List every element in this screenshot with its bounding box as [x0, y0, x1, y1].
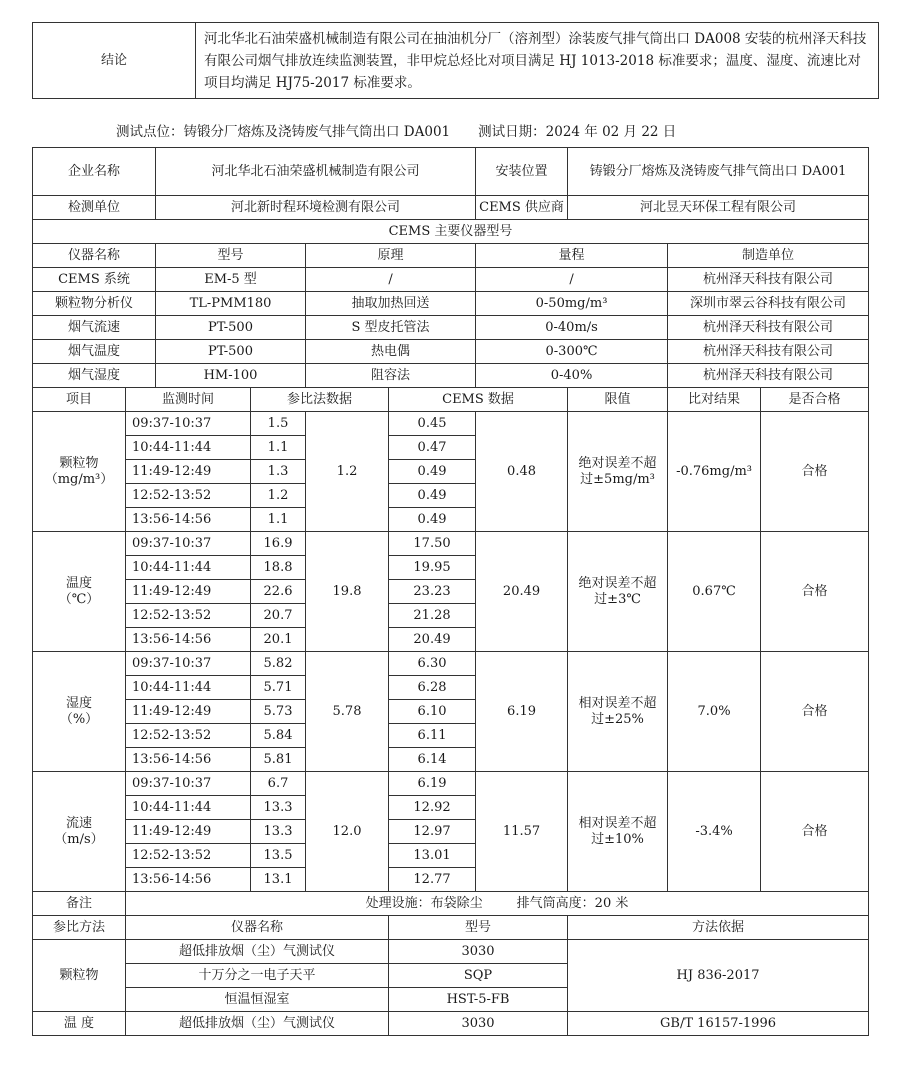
instrument-cell: 0-300℃	[476, 340, 668, 364]
comparison-row	[33, 532, 869, 556]
reference-instrument: 十万分之一电子天平	[126, 964, 389, 988]
instrument-cell: PT-500	[156, 316, 306, 340]
reference-instrument: 超低排放烟（尘）气测试仪	[126, 940, 389, 964]
instrument-cell: 深圳市翠云谷科技有限公司	[668, 292, 869, 316]
instruments-column-header: 量程	[476, 244, 668, 268]
instruments-title: CEMS 主要仪器型号	[33, 220, 869, 244]
instrument-cell: 0-50mg/m³	[476, 292, 668, 316]
monitor-time: 13:56-14:56	[126, 628, 251, 652]
instruments-header-row	[33, 244, 869, 268]
monitor-time: 10:44-11:44	[126, 556, 251, 580]
ref-value: 5.81	[251, 748, 306, 772]
test-date: 测试日期：2024 年 02 月 22 日	[478, 124, 677, 140]
test-info	[116, 120, 876, 140]
reference-column-header: 型号	[389, 916, 568, 940]
instruments-column-header: 仪器名称	[33, 244, 156, 268]
cems-average: 20.49	[476, 532, 568, 652]
instruments-row	[33, 316, 869, 340]
company-label: 企业名称	[33, 148, 156, 196]
monitor-time: 10:44-11:44	[126, 676, 251, 700]
comparison-column-header: 比对结果	[668, 388, 761, 412]
comparison-result: -0.76mg/m³	[668, 412, 761, 532]
cems-value: 13.01	[389, 844, 476, 868]
cems-value: 12.97	[389, 820, 476, 844]
ref-value: 5.71	[251, 676, 306, 700]
monitor-time: 09:37-10:37	[126, 532, 251, 556]
cems-value: 20.49	[389, 628, 476, 652]
instrument-cell: TL-PMM180	[156, 292, 306, 316]
reference-header-row	[33, 916, 869, 940]
monitor-time: 09:37-10:37	[126, 772, 251, 796]
pass-status: 合格	[761, 412, 869, 532]
cems-value: 0.45	[389, 412, 476, 436]
monitor-time: 13:56-14:56	[126, 868, 251, 892]
limit-value: 相对误差不超 过±25%	[568, 652, 668, 772]
pass-status: 合格	[761, 652, 869, 772]
monitor-time: 12:52-13:52	[126, 604, 251, 628]
instrument-cell: HM-100	[156, 364, 306, 388]
cems-value: 0.49	[389, 484, 476, 508]
remarks-label: 备注	[33, 892, 126, 916]
reference-instrument: 恒温恒湿室	[126, 988, 389, 1012]
cems-value: 12.77	[389, 868, 476, 892]
limit-value: 相对误差不超 过±10%	[568, 772, 668, 892]
ref-value: 1.1	[251, 436, 306, 460]
remarks-height: 排气筒高度：20 米	[516, 895, 629, 911]
reference-basis: GB/T 16157-1996	[568, 1012, 869, 1036]
remarks-text	[126, 892, 869, 916]
instrument-cell: 0-40m/s	[476, 316, 668, 340]
ref-average: 19.8	[306, 532, 389, 652]
comparison-column-header: 参比法数据	[251, 388, 389, 412]
remarks-facility: 处理设施：布袋除尘	[365, 895, 483, 911]
comparison-result: -3.4%	[668, 772, 761, 892]
cems-value: 6.10	[389, 700, 476, 724]
location-value: 铸锻分厂熔炼及浇铸废气排气筒出口 DA001	[568, 148, 869, 196]
comparison-result: 7.0%	[668, 652, 761, 772]
instrument-cell: 杭州泽天科技有限公司	[668, 364, 869, 388]
limit-value: 绝对误差不超 过±5mg/m³	[568, 412, 668, 532]
instruments-row	[33, 340, 869, 364]
ref-value: 5.73	[251, 700, 306, 724]
cems-value: 6.19	[389, 772, 476, 796]
instruments-row	[33, 364, 869, 388]
ref-value: 5.84	[251, 724, 306, 748]
monitor-time: 11:49-12:49	[126, 700, 251, 724]
supplier-value: 河北昱天环保工程有限公司	[568, 196, 869, 220]
conclusion-table	[32, 22, 879, 99]
test-point: 测试点位：铸锻分厂熔炼及浇铸废气排气筒出口 DA001	[116, 124, 451, 140]
ref-value: 13.5	[251, 844, 306, 868]
comparison-row	[33, 652, 869, 676]
monitor-time: 09:37-10:37	[126, 652, 251, 676]
reference-item: 颗粒物	[33, 940, 126, 1012]
monitor-time: 13:56-14:56	[126, 508, 251, 532]
cems-average: 0.48	[476, 412, 568, 532]
instrument-cell: 热电偶	[306, 340, 476, 364]
ref-value: 6.7	[251, 772, 306, 796]
supplier-label: CEMS 供应商	[476, 196, 568, 220]
reference-model: SQP	[389, 964, 568, 988]
monitor-time: 10:44-11:44	[126, 436, 251, 460]
ref-value: 20.1	[251, 628, 306, 652]
comparison-column-header: 限值	[568, 388, 668, 412]
comparison-column-header: CEMS 数据	[389, 388, 568, 412]
reference-column-header: 参比方法	[33, 916, 126, 940]
comparison-header-row	[33, 388, 869, 412]
monitor-time: 13:56-14:56	[126, 748, 251, 772]
cems-average: 6.19	[476, 652, 568, 772]
monitor-time: 10:44-11:44	[126, 796, 251, 820]
reference-model: 3030	[389, 1012, 568, 1036]
comparison-column-header: 项目	[33, 388, 126, 412]
comparison-column-header: 是否合格	[761, 388, 869, 412]
cems-value: 0.47	[389, 436, 476, 460]
instrument-cell: 杭州泽天科技有限公司	[668, 268, 869, 292]
instruments-body	[33, 244, 869, 388]
monitor-time: 12:52-13:52	[126, 724, 251, 748]
instrument-cell: 0-40%	[476, 364, 668, 388]
pass-status: 合格	[761, 532, 869, 652]
ref-value: 18.8	[251, 556, 306, 580]
reference-basis: HJ 836-2017	[568, 940, 869, 1012]
comparison-result: 0.67℃	[668, 532, 761, 652]
location-label: 安装位置	[476, 148, 568, 196]
instruments-column-header: 制造单位	[668, 244, 869, 268]
cems-value: 21.28	[389, 604, 476, 628]
instrument-cell: 抽取加热回送	[306, 292, 476, 316]
reference-model: 3030	[389, 940, 568, 964]
reference-model: HST-5-FB	[389, 988, 568, 1012]
reference-item: 温 度	[33, 1012, 126, 1036]
ref-value: 16.9	[251, 532, 306, 556]
comparison-item: 流速 （m/s）	[33, 772, 126, 892]
ref-value: 1.5	[251, 412, 306, 436]
cems-value: 6.30	[389, 652, 476, 676]
conclusion-label: 结论	[33, 23, 196, 99]
ref-value: 20.7	[251, 604, 306, 628]
cems-value: 6.11	[389, 724, 476, 748]
instrument-cell: 杭州泽天科技有限公司	[668, 316, 869, 340]
cems-value: 0.49	[389, 508, 476, 532]
instrument-cell: S 型皮托管法	[306, 316, 476, 340]
instrument-cell: 杭州泽天科技有限公司	[668, 340, 869, 364]
reference-column-header: 方法依据	[568, 916, 869, 940]
instrument-cell: PT-500	[156, 340, 306, 364]
cems-value: 6.14	[389, 748, 476, 772]
instrument-cell: /	[306, 268, 476, 292]
comparison-item: 温度 （℃）	[33, 532, 126, 652]
reference-row	[33, 940, 869, 964]
reference-column-header: 仪器名称	[126, 916, 389, 940]
comparison-body	[33, 388, 869, 892]
instruments-row	[33, 268, 869, 292]
comparison-row	[33, 772, 869, 796]
comparison-item: 湿度 （%）	[33, 652, 126, 772]
instruments-row	[33, 292, 869, 316]
instrument-cell: CEMS 系统	[33, 268, 156, 292]
cems-value: 12.92	[389, 796, 476, 820]
reference-body	[33, 916, 869, 1036]
instrument-cell: 烟气湿度	[33, 364, 156, 388]
ref-value: 13.3	[251, 796, 306, 820]
instrument-cell: 颗粒物分析仪	[33, 292, 156, 316]
monitor-time: 12:52-13:52	[126, 484, 251, 508]
company-value: 河北华北石油荣盛机械制造有限公司	[156, 148, 476, 196]
reference-row	[33, 1012, 869, 1036]
instrument-cell: 阻容法	[306, 364, 476, 388]
cems-value: 23.23	[389, 580, 476, 604]
cems-value: 19.95	[389, 556, 476, 580]
instrument-cell: 烟气流速	[33, 316, 156, 340]
ref-value: 22.6	[251, 580, 306, 604]
main-table	[32, 147, 869, 1036]
ref-value: 13.3	[251, 820, 306, 844]
ref-average: 1.2	[306, 412, 389, 532]
comparison-column-header: 监测时间	[126, 388, 251, 412]
ref-value: 1.1	[251, 508, 306, 532]
conclusion-text: 河北华北石油荣盛机械制造有限公司在抽油机分厂（溶剂型）涂装废气排气筒出口 DA008 安装的杭州泽天科技有限公司烟气排放连续监测装置，非甲烷总烃比对项目满足 HJ 1013-2018 标准要求；温度、湿度、流速比对项目均满足 HJ75-2017 标准要求。	[196, 23, 879, 99]
ref-average: 12.0	[306, 772, 389, 892]
ref-value: 13.1	[251, 868, 306, 892]
comparison-item: 颗粒物 （mg/m³）	[33, 412, 126, 532]
instrument-cell: EM-5 型	[156, 268, 306, 292]
comparison-row	[33, 412, 869, 436]
monitor-time: 12:52-13:52	[126, 844, 251, 868]
reference-instrument: 超低排放烟（尘）气测试仪	[126, 1012, 389, 1036]
limit-value: 绝对误差不超 过±3℃	[568, 532, 668, 652]
cems-value: 17.50	[389, 532, 476, 556]
instrument-cell: /	[476, 268, 668, 292]
ref-value: 1.3	[251, 460, 306, 484]
cems-average: 11.57	[476, 772, 568, 892]
instruments-column-header: 原理	[306, 244, 476, 268]
cems-value: 6.28	[389, 676, 476, 700]
instruments-column-header: 型号	[156, 244, 306, 268]
tester-label: 检测单位	[33, 196, 156, 220]
monitor-time: 11:49-12:49	[126, 460, 251, 484]
cems-value: 0.49	[389, 460, 476, 484]
tester-value: 河北新时程环境检测有限公司	[156, 196, 476, 220]
monitor-time: 11:49-12:49	[126, 580, 251, 604]
ref-value: 5.82	[251, 652, 306, 676]
monitor-time: 11:49-12:49	[126, 820, 251, 844]
ref-value: 1.2	[251, 484, 306, 508]
ref-average: 5.78	[306, 652, 389, 772]
instrument-cell: 烟气温度	[33, 340, 156, 364]
pass-status: 合格	[761, 772, 869, 892]
monitor-time: 09:37-10:37	[126, 412, 251, 436]
